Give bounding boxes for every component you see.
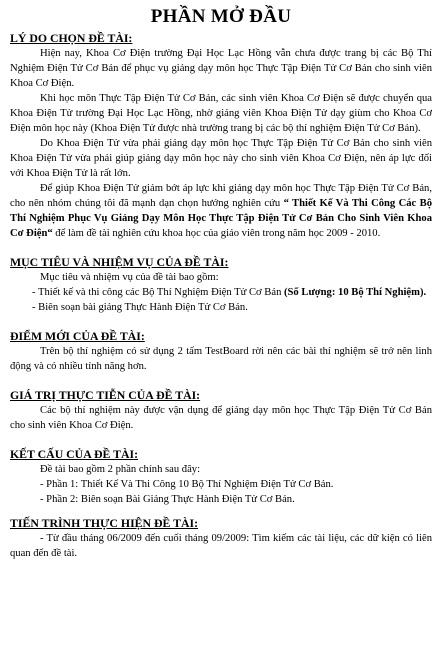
list-item: - Phần 1: Thiết Kế Và Thi Công 10 Bộ Thí Nghiệm Điện Tử Cơ Bản. [40, 479, 334, 490]
list-item [10, 285, 432, 300]
project-title: “ Thiết Kế Và Thi Công Các Bộ Thí Nghiệm Phục Vụ Giảng Dạy Môn Học Thực Tập Điện Tử Cơ Bản Cho Sinh Viên Khoa Cơ Điện“ [10, 198, 432, 239]
paragraph: Trên bộ thí nghiệm có sử dụng 2 tấm TestBoard rời nên các bài thí nghiệm sẽ trở nên linh động và có nhiều tính năng hơn. [10, 346, 432, 372]
paragraph-text: để làm đề tài nghiên cứu khoa học của giáo viên trong năm học 2009 - 2010. [52, 228, 381, 239]
paragraph: Mục tiêu và nhiệm vụ của đề tài bao gồm: [40, 272, 219, 283]
section-heading-structure: KẾT CẤU CỦA ĐỀ TÀI: [10, 447, 139, 461]
section-progress [10, 516, 432, 561]
section-heading-reason: LÝ DO CHỌN ĐỀ TÀI: [10, 31, 133, 45]
paragraph: Các bộ thí nghiệm này được vận dụng để giảng dạy môn học Thực Tập Điện Tử Cơ Bản cho sinh viên Khoa Cơ Điện. [10, 405, 432, 431]
section-heading-novelty: ĐIỂM MỚI CỦA ĐỀ TÀI: [10, 329, 145, 343]
paragraph: - Từ đầu tháng 06/2009 đến cuối tháng 09/2009: Tìm kiếm các tài liệu, các dữ kiện có liên quan đến đề tài. [10, 533, 432, 559]
section-heading-progress: TIẾN TRÌNH THỰC HIỆN ĐỀ TÀI: [10, 516, 199, 530]
list-item-bold: (Số Lượng: 10 Bộ Thí Nghiệm). [284, 287, 427, 298]
paragraph: Do Khoa Điện Tử vừa phải giảng dạy môn học Thực Tập Điện Tử Cơ Bản cho sinh viên Khoa Điện Tử vừa phải giúp giảng dạy môn học này cho sinh viên Khoa Cơ Điện, nên áp lực đối với Khoa Điện Tử là rất lớn. [10, 138, 432, 179]
section-heading-practical-value: GIÁ TRỊ THỰC TIỄN CỦA ĐỀ TÀI: [10, 388, 201, 402]
page-title: PHẦN MỞ ĐẦU [150, 6, 292, 27]
section-reason [10, 31, 432, 241]
paragraph [10, 181, 432, 241]
paragraph-text: Để giúp Khoa Điện Tử giảm bớt áp lực khi giảng dạy môn học Thực Tập Điện Tử Cơ Bản, cho nên nhóm chúng tôi đã mạnh dạn chọn hướng nghiên cứu [10, 183, 432, 209]
paragraph: Hiện nay, Khoa Cơ Điện trường Đại Học Lạc Hồng vẫn chưa được trang bị các Bộ Thí Nghiệm Điện Tử Cơ Bản để phục vụ giảng dạy môn học Thực Tập Điện Tử Cơ Bản cho sinh viên Khoa Cơ Điện. [10, 48, 432, 89]
list-item: - Biên soạn bài giảng Thực Hành Điện Tử Cơ Bản. [32, 302, 248, 313]
section-novelty [10, 329, 432, 374]
section-heading-goals: MỤC TIÊU VÀ NHIỆM VỤ CỦA ĐỀ TÀI: [10, 255, 229, 269]
section-goals [10, 255, 432, 315]
list-item: - Phần 2: Biên soạn Bài Giảng Thực Hành Điện Tử Cơ Bản. [40, 494, 295, 505]
section-structure [10, 447, 432, 507]
paragraph: Khi học môn Thực Tập Điện Tử Cơ Bản, các sinh viên Khoa Cơ Điện sẽ được chuyển qua Khoa Điện Tử trường Đại Học Lạc Hồng, nhờ giảng viên Khoa Điện Tử dạy giùm cho Khoa Cơ Điện môn học này (Khoa Điện Tử được nhà trường trang bị các bộ thí nghiệm Điện Tử Cơ Bản). [10, 93, 432, 134]
section-practical-value [10, 388, 432, 433]
list-item-text: - Thiết kế và thi công các Bộ Thí Nghiệm Điện Tử Cơ Bản [32, 287, 285, 298]
paragraph: Đề tài bao gồm 2 phần chính sau đây: [40, 464, 201, 475]
